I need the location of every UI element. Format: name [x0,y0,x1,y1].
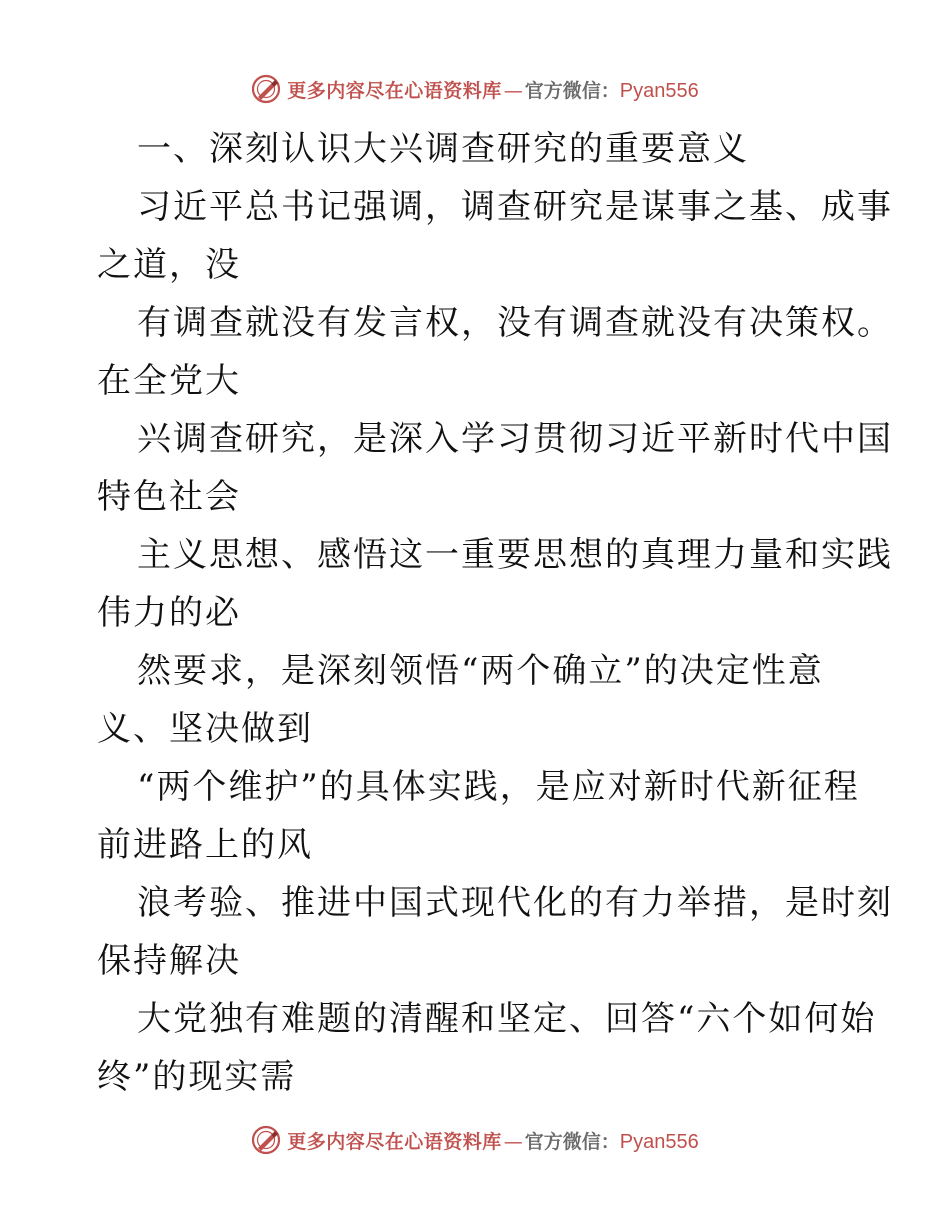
text-line: 大党独有难题的清醒和坚定、回答“六个如何始 [137,999,877,1039]
banner-main-text: 更多内容尽在心语资料库 [287,1130,502,1153]
banner-dash: — [503,79,523,102]
banner-text [287,1127,699,1154]
banner-wechat-id: Pyan556 [619,1130,699,1153]
text-line: 主义思想、感悟这一重要思想的真理力量和实践 [137,535,893,575]
text-line: “两个维护”的具体实践，是应对新时代新征程 [137,767,860,807]
banner-dash: — [503,1130,523,1153]
text-line: 特色社会 [97,477,241,517]
text-line: 在全党大 [97,361,241,401]
banner-wechat-id: Pyan556 [619,79,699,102]
text-line: 然要求，是深刻领悟“两个确立”的决定性意 [137,651,824,691]
text-line: 一、深刻认识大兴调查研究的重要意义 [137,129,749,169]
text-line: 兴调查研究，是深入学习贯彻习近平新时代中国 [137,419,893,459]
banner-text [287,76,699,103]
text-line: 之道，没 [97,245,241,285]
text-line: 习近平总书记强调，调查研究是谋事之基、成事 [137,187,893,227]
footer-banner [0,1123,950,1157]
text-line: 前进路上的风 [97,825,313,865]
text-line: 有调查就没有发言权，没有调查就没有决策权。 [137,303,893,343]
pen-logo-icon [251,74,281,104]
pen-logo-icon [251,1125,281,1155]
text-line: 浪考验、推进中国式现代化的有力举措，是时刻 [137,883,893,923]
banner-main-text: 更多内容尽在心语资料库 [287,79,502,102]
document-body [97,120,893,1106]
banner-wechat-label: 官方微信： [524,79,620,102]
text-line: 保持解决 [97,941,241,981]
text-line: 终”的现实需 [97,1057,297,1097]
banner-wechat-label: 官方微信： [524,1130,620,1153]
text-line: 伟力的必 [97,593,241,633]
header-banner [0,72,950,106]
text-line: 义、坚决做到 [97,709,313,749]
